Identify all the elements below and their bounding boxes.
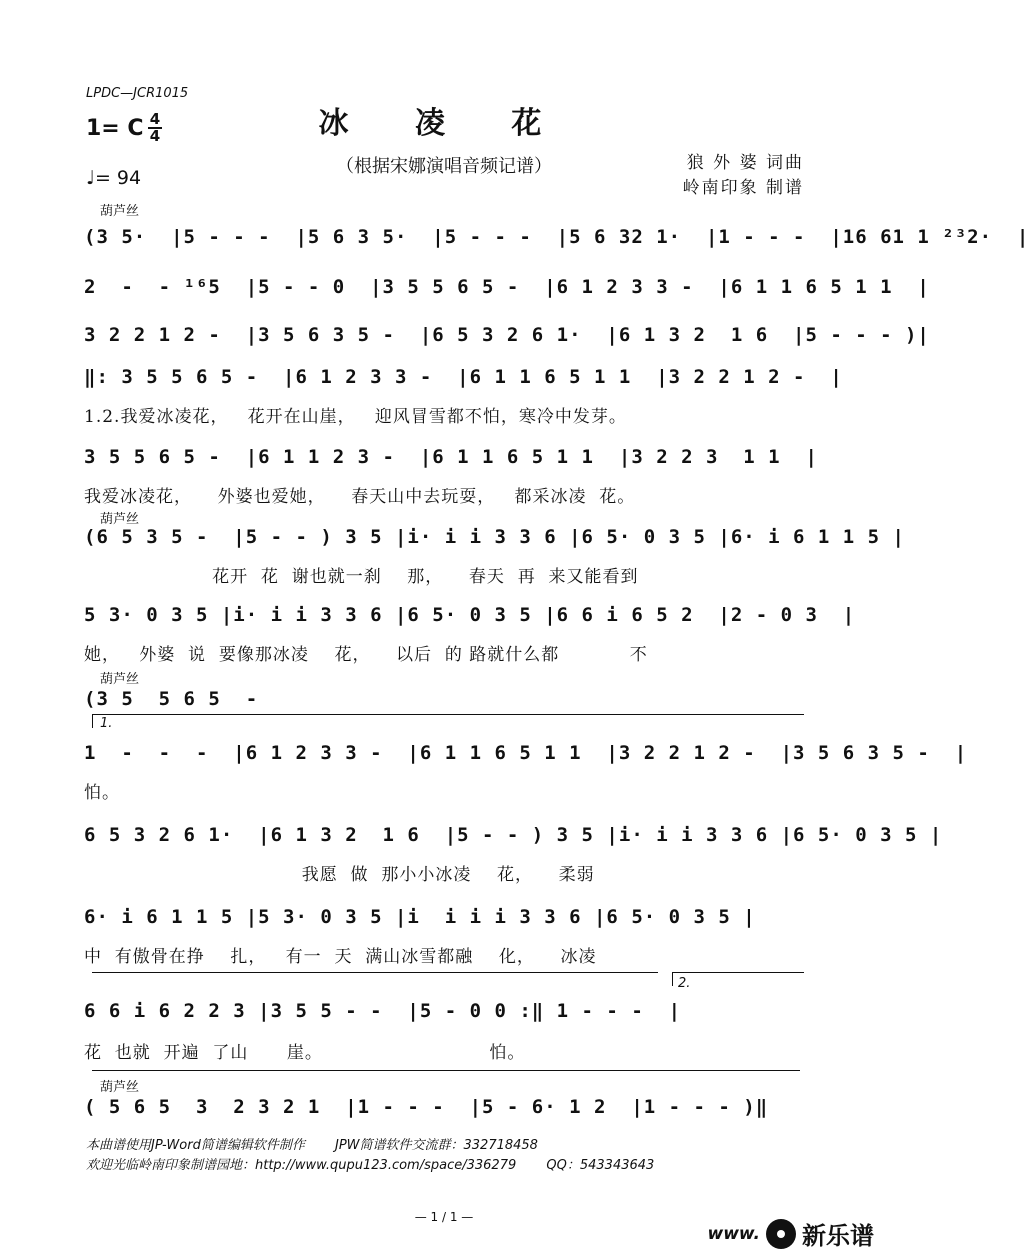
logo-www: www. xyxy=(707,1223,760,1244)
lyric-line: 她， 外婆 说 要像那冰凌 花， 以后 的 路就什么都 不 xyxy=(84,645,648,665)
staff-line: 5 3· 0 3 5 |i· i i 3 3 6 |6 5· 0 3 5 |6 6 i 6 5 2 |2 - 0 3 | xyxy=(84,604,856,626)
staff-line: 3 5 5 6 5 - |6 1 1 2 3 - |6 1 1 6 5 1 1 |3 2 2 3 1 1 | xyxy=(84,446,818,468)
lyric-line: 怕。 xyxy=(84,783,120,803)
first-ending-label: 1. xyxy=(100,716,113,731)
time-bottom: 4 xyxy=(149,127,161,145)
staff-line: ( 5 6 5 3 2 3 2 1 |1 - - - |5 - 6· 1 2 |1 - - - )‖ xyxy=(84,1096,769,1118)
staff-line: (3 5· |5 - - - |5 6 3 5· |5 - - - |5 6 32 1· |1 - - - |16 61 1 ²³2· | xyxy=(84,226,1029,248)
staff-line: 1 - - - |6 1 2 3 3 - |6 1 1 6 5 1 1 |3 2 2 1 2 - |3 5 6 3 5 - | xyxy=(84,742,968,764)
instrument-label: 葫芦丝 xyxy=(100,1080,140,1095)
instrument-label: 葫芦丝 xyxy=(100,672,140,687)
staff-line: 3 2 2 1 2 - |3 5 6 3 5 - |6 5 3 2 6 1· |6 1 3 2 1 6 |5 - - - )| xyxy=(84,324,930,346)
staff-line: 6 6 i 6 2 2 3 |3 5 5 - - |5 - 0 0 :‖ 1 - - - | xyxy=(84,1000,682,1022)
staff-line: (6 5 3 5 - |5 - - ) 3 5 |i· i i 3 3 6 |6 5· 0 3 5 |6· i 6 1 1 5 | xyxy=(84,526,905,548)
footer-qq: QQ：543343643 xyxy=(546,1158,655,1173)
footer-line xyxy=(86,1154,654,1173)
ending-tick xyxy=(672,972,673,986)
coda-line xyxy=(92,1070,800,1071)
lyric-line: 我愿 做 那小小冰凌 花， 柔弱 xyxy=(84,865,595,885)
key-signature: 1= C xyxy=(86,116,144,141)
time-top: 4 xyxy=(149,110,161,128)
page-number: — 1 / 1 — xyxy=(414,1210,474,1224)
footer-site: 欢迎光临岭南印象制谱园地：http://www.qupu123.com/space/336279 xyxy=(86,1158,517,1173)
page-title: 冰 凌 花 xyxy=(318,106,570,141)
instrument-label: 葫芦丝 xyxy=(100,512,140,527)
instrument-label: 葫芦丝 xyxy=(100,204,140,219)
footer-line xyxy=(86,1134,538,1153)
lyricist-composer: 狼 外 婆 词曲 xyxy=(686,153,804,173)
score-code: LPDC—JCR1015 xyxy=(86,86,189,101)
footer-software: 本曲谱使用JP-Word简谱编辑软件制作 xyxy=(86,1138,305,1153)
second-ending-label: 2. xyxy=(678,976,691,991)
staff-line: ‖: 3 5 5 6 5 - |6 1 2 3 3 - |6 1 1 6 5 1 1 |3 2 2 1 2 - | xyxy=(84,366,843,388)
staff-line: 6 5 3 2 6 1· |6 1 3 2 1 6 |5 - - ) 3 5 |i· i i 3 3 6 |6 5· 0 3 5 | xyxy=(84,824,943,846)
tempo-mark: ♩= 94 xyxy=(86,167,142,189)
lyric-line: 我爱冰凌花， 外婆也爱她， 春天山中去玩耍， 都采冰凌 花。 xyxy=(84,487,636,507)
lyric-line: 1.2.我爱冰凌花， 花开在山崖， 迎风冒雪都不怕，寒冷中发芽。 xyxy=(84,407,627,427)
staff-line: 6· i 6 1 1 5 |5 3· 0 3 5 |i i i i 3 3 6 |6 5· 0 3 5 | xyxy=(84,906,756,928)
staff-line: 2 - - ¹⁶5 |5 - - 0 |3 5 5 6 5 - |6 1 2 3 3 - |6 1 1 6 5 1 1 | xyxy=(84,276,930,298)
ending-tick xyxy=(92,714,93,728)
subtitle: （根据宋娜演唱音频记谱） xyxy=(336,156,552,177)
first-ending-bracket xyxy=(92,714,804,715)
record-icon xyxy=(766,1219,796,1249)
arranger: 岭南印象 制谱 xyxy=(682,178,804,198)
footer-group: JPW简谱软件交流群：332718458 xyxy=(334,1138,538,1153)
logo-name: 新乐谱 xyxy=(802,1222,874,1250)
lyric-line: 花 也就 开遍 了山 崖。 怕。 xyxy=(84,1043,526,1063)
staff-line: (3 5 5 6 5 - xyxy=(84,688,259,710)
first-ending-continuation xyxy=(92,972,658,973)
site-logo[interactable] xyxy=(708,1216,875,1251)
lyric-line: 花开 花 谢也就一刹 那， 春天 再 来又能看到 xyxy=(84,567,639,587)
lyric-line: 中 有傲骨在挣 扎， 有一 天 满山冰雪都融 化， 冰凌 xyxy=(84,947,597,967)
time-signature xyxy=(148,112,162,144)
second-ending-bracket xyxy=(672,972,804,973)
